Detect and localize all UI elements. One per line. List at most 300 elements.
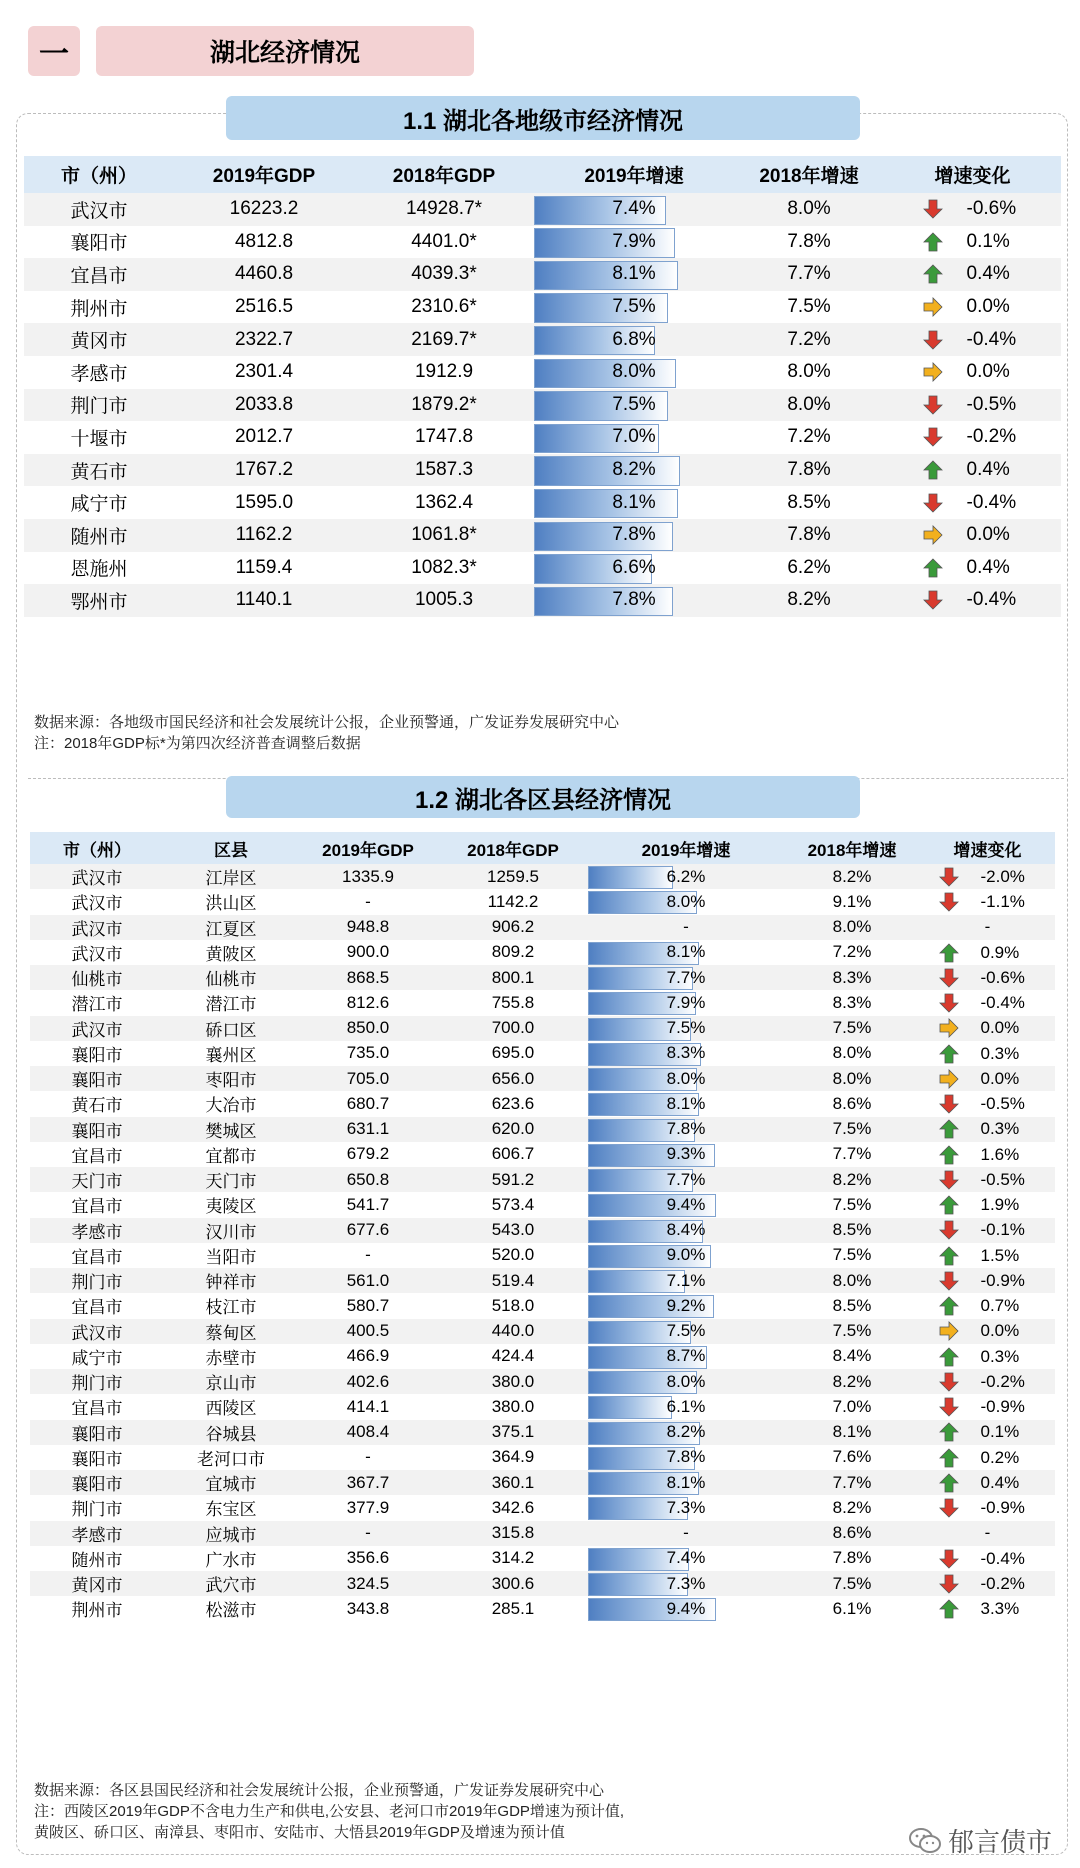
table-row	[24, 389, 1061, 422]
gdp-2018-cell: 591.2	[438, 1167, 588, 1192]
city-cell: 鄂州市	[24, 584, 174, 617]
growth-change-cell	[920, 1394, 1055, 1419]
gdp-2019-cell: 677.6	[298, 1218, 438, 1243]
gdp-2019-cell: 402.6	[298, 1369, 438, 1394]
table-row	[30, 1445, 1055, 1470]
gdp-2019-cell: 343.8	[346, 1598, 390, 1618]
table-row	[30, 990, 1055, 1015]
gdp-2019-cell: 408.4	[298, 1420, 438, 1445]
county-cell: 当阳市	[205, 1247, 257, 1267]
gdp-2018-cell: 620.0	[438, 1117, 588, 1142]
county-cell: 枣阳市	[164, 1066, 298, 1091]
growth-change-cell	[920, 1041, 1055, 1066]
growth-2018-cell: 8.5%	[784, 1218, 920, 1243]
county-cell: 樊城区	[164, 1117, 298, 1142]
growth-change-value: -0.9%	[980, 1498, 1025, 1518]
growth-change-value: 0.0%	[966, 296, 1010, 318]
city-cell: 黄冈市	[30, 1571, 164, 1596]
growth-2019-cell	[534, 454, 734, 487]
county-cell: 汉川市	[164, 1218, 298, 1243]
column-header: 2019年增速	[588, 832, 784, 864]
gdp-2018-cell: 1061.8*	[354, 519, 534, 552]
gdp-2019-cell: 2012.7	[234, 426, 294, 448]
growth-change-value: -1.1%	[980, 892, 1025, 912]
growth-2019-cell	[588, 1066, 784, 1091]
growth-2019-cell	[534, 226, 734, 259]
growth-change-cell	[920, 1470, 1055, 1495]
growth-change-cell	[920, 1192, 1055, 1217]
city-cell: 宜昌市	[71, 1399, 123, 1419]
growth-2019-cell	[534, 258, 734, 291]
growth-2019-cell	[588, 1344, 784, 1369]
table-row	[30, 915, 1055, 940]
watermark	[908, 1822, 1052, 1859]
table-row	[30, 1243, 1055, 1268]
gdp-2019-cell: 812.6	[346, 992, 390, 1012]
growth-2019-cell	[588, 1293, 784, 1318]
county-cell: 潜江市	[205, 995, 257, 1015]
gdp-2019-cell: 580.7	[346, 1295, 390, 1315]
table-row	[30, 1041, 1055, 1066]
gdp-2018-cell: 1362.4	[414, 491, 474, 513]
growth-2019-value: 7.9%	[612, 230, 656, 252]
growth-change-value: 0.4%	[966, 263, 1010, 285]
growth-change-value: 0.3%	[980, 1346, 1020, 1366]
city-cell: 仙桃市	[30, 965, 164, 990]
city-cell: 荆门市	[24, 389, 174, 422]
growth-change-cell	[884, 552, 1061, 585]
growth-2019-value: 8.2%	[666, 1422, 706, 1442]
city-cell: 宜昌市	[71, 1146, 123, 1166]
column-header: 2018年增速	[784, 832, 920, 864]
growth-2018-cell: 7.8%	[787, 230, 831, 252]
growth-change-value: 0.0%	[980, 1018, 1020, 1038]
arrow-down-icon	[923, 590, 943, 610]
gdp-2019-cell: 356.6	[346, 1548, 390, 1568]
growth-2018-cell: 7.2%	[787, 426, 831, 448]
growth-change-cell	[920, 1293, 1055, 1318]
gdp-2019-cell: -	[298, 1521, 438, 1546]
city-cell: 恩施州	[70, 559, 128, 581]
city-cell: 武汉市	[30, 864, 164, 889]
arrow-up-icon	[939, 1347, 959, 1367]
growth-2019-value: 8.1%	[666, 942, 706, 962]
table-row	[24, 584, 1061, 617]
growth-2018-cell: 8.0%	[784, 1066, 920, 1091]
growth-2018-cell: 8.2%	[784, 864, 920, 889]
city-cell: 襄阳市	[30, 1470, 164, 1495]
arrow-up-icon	[923, 558, 943, 578]
table-row	[30, 1470, 1055, 1495]
growth-2019-cell	[588, 889, 784, 914]
gdp-2019-cell: 1140.1	[174, 584, 354, 617]
table-row	[30, 1142, 1055, 1167]
arrow-right-icon	[939, 1069, 959, 1089]
growth-change-value: -0.2%	[980, 1573, 1025, 1593]
table-row	[30, 1495, 1055, 1520]
gdp-2018-cell: 380.0	[438, 1369, 588, 1394]
arrow-down-icon	[939, 1397, 959, 1417]
column-header: 2018年GDP	[438, 832, 588, 864]
growth-change-cell	[884, 454, 1061, 487]
arrow-down-icon	[939, 968, 959, 988]
arrow-down-icon	[923, 395, 943, 415]
growth-2018-cell: 8.6%	[832, 1093, 872, 1113]
growth-2019-value: 8.7%	[666, 1346, 706, 1366]
growth-2019-cell	[588, 1521, 784, 1546]
county-cell: 西陵区	[205, 1399, 257, 1419]
city-cell: 随州市	[24, 519, 174, 552]
growth-change-cell	[884, 356, 1061, 389]
county-cell: 钟祥市	[164, 1268, 298, 1293]
growth-2019-cell	[588, 1117, 784, 1142]
gdp-2019-cell: 541.7	[346, 1194, 390, 1214]
arrow-right-icon	[923, 297, 943, 317]
growth-change-cell	[920, 1117, 1055, 1142]
gdp-2018-cell: 1587.3	[354, 454, 534, 487]
growth-change-value: -0.9%	[980, 1397, 1025, 1417]
county-cell: 东宝区	[205, 1500, 257, 1520]
city-cell: 咸宁市	[70, 494, 128, 516]
arrow-down-icon	[939, 1549, 959, 1569]
growth-2018-cell: 7.8%	[734, 454, 884, 487]
county-cell: 天门市	[164, 1167, 298, 1192]
gdp-2019-cell: 414.1	[346, 1396, 390, 1416]
table2-footnote-2: 黄陂区、硚口区、南漳县、枣阳市、安陆市、大悟县2019年GDP及增速为预计值	[34, 1824, 565, 1841]
city-cell: 襄阳市	[30, 1066, 164, 1091]
growth-2019-value: 6.8%	[612, 328, 656, 350]
table-row	[30, 1546, 1055, 1571]
growth-2018-cell: 7.5%	[832, 1245, 872, 1265]
growth-2019-value: 8.0%	[666, 891, 706, 911]
table-row	[24, 258, 1061, 291]
growth-2018-cell: 8.4%	[832, 1346, 872, 1366]
growth-2019-cell	[534, 552, 734, 585]
gdp-2019-cell: 2322.7	[174, 323, 354, 356]
growth-change-value: -0.5%	[966, 393, 1017, 415]
growth-change-value: 0.7%	[980, 1296, 1020, 1316]
growth-2019-cell	[588, 1142, 784, 1167]
growth-2019-cell	[534, 193, 734, 226]
growth-change-value: -0.5%	[980, 1094, 1025, 1114]
arrow-up-icon	[939, 1246, 959, 1266]
growth-bar	[588, 866, 673, 889]
growth-2019-value: 8.4%	[666, 1220, 706, 1240]
growth-change-value: -0.6%	[980, 967, 1025, 987]
growth-change-cell	[920, 1445, 1055, 1470]
gdp-2018-cell: 315.8	[438, 1521, 588, 1546]
gdp-2019-cell: 868.5	[298, 965, 438, 990]
city-cell: 宜昌市	[71, 1197, 123, 1217]
gdp-2018-cell: 809.2	[491, 942, 535, 962]
growth-2019-cell	[588, 965, 784, 990]
growth-2018-cell: 8.0%	[734, 193, 884, 226]
city-cell: 武汉市	[24, 193, 174, 226]
growth-2019-value: 8.1%	[666, 1093, 706, 1113]
growth-2019-value: 6.6%	[612, 556, 656, 578]
arrow-up-icon	[939, 1473, 959, 1493]
gdp-2019-cell: 2516.5	[234, 296, 294, 318]
growth-change-cell	[884, 389, 1061, 422]
growth-change-cell	[920, 915, 1055, 940]
county-cell: 夷陵区	[205, 1197, 257, 1217]
table-row	[30, 1066, 1055, 1091]
city-cell: 襄阳市	[70, 233, 128, 255]
growth-change-value: 1.5%	[980, 1245, 1020, 1265]
growth-bar	[588, 1396, 672, 1419]
table-row	[30, 1293, 1055, 1318]
gdp-2019-cell: 1335.9	[298, 864, 438, 889]
growth-change-cell	[884, 584, 1061, 617]
arrow-down-icon	[939, 867, 959, 887]
growth-change-cell	[920, 1218, 1055, 1243]
gdp-2019-cell: -	[365, 1245, 371, 1265]
gdp-2018-cell: 755.8	[491, 992, 535, 1012]
table-row	[30, 1117, 1055, 1142]
growth-2018-cell: 8.5%	[832, 1295, 872, 1315]
growth-2018-cell: 8.0%	[832, 1043, 872, 1063]
growth-change-cell	[920, 1167, 1055, 1192]
gdp-2019-cell: 850.0	[298, 1016, 438, 1041]
growth-change-value: 0.3%	[980, 1119, 1020, 1139]
growth-2019-value: 8.2%	[612, 459, 656, 481]
city-cell: 潜江市	[71, 995, 123, 1015]
gdp-2018-cell: 2169.7*	[354, 323, 534, 356]
gdp-2018-cell: 1747.8	[414, 426, 474, 448]
growth-2018-cell: 6.1%	[832, 1598, 872, 1618]
arrow-up-icon	[939, 1296, 959, 1316]
growth-change-cell	[884, 323, 1061, 356]
gdp-2018-cell: 364.9	[491, 1447, 535, 1467]
growth-change-cell	[884, 193, 1061, 226]
growth-bar	[534, 261, 678, 290]
arrow-down-icon	[923, 493, 943, 513]
city-cell: 黄石市	[71, 1096, 123, 1116]
growth-2019-cell	[534, 323, 734, 356]
gdp-2019-cell: 2301.4	[234, 361, 294, 383]
county-cell: 京山市	[164, 1369, 298, 1394]
growth-2019-value: 9.3%	[666, 1144, 706, 1164]
gdp-2018-cell: 1259.5	[438, 864, 588, 889]
gdp-2018-cell: 800.1	[438, 965, 588, 990]
growth-2019-cell	[588, 1445, 784, 1470]
city-cell: 宜昌市	[71, 1247, 123, 1267]
growth-2018-cell: 8.0%	[787, 361, 831, 383]
gdp-2019-cell: 561.0	[298, 1268, 438, 1293]
arrow-down-icon	[939, 1220, 959, 1240]
growth-2018-cell: 8.6%	[784, 1521, 920, 1546]
gdp-2018-cell: 519.4	[438, 1268, 588, 1293]
county-cell: 大冶市	[205, 1096, 257, 1116]
growth-2019-value: 7.5%	[612, 296, 656, 318]
growth-2019-value: 7.5%	[666, 1321, 706, 1341]
growth-change-cell	[920, 1268, 1055, 1293]
growth-2019-cell	[534, 486, 734, 519]
table-row	[30, 1218, 1055, 1243]
gdp-2019-cell: 735.0	[346, 1043, 390, 1063]
gdp-2018-cell: 518.0	[491, 1295, 535, 1315]
gdp-2018-cell: 573.4	[491, 1194, 535, 1214]
gdp-2019-cell: -	[365, 891, 371, 911]
arrow-up-icon	[939, 1145, 959, 1165]
arrow-up-icon	[939, 1195, 959, 1215]
table-row	[30, 1268, 1055, 1293]
growth-2019-cell	[534, 356, 734, 389]
growth-2019-cell	[588, 1495, 784, 1520]
table-row	[30, 1167, 1055, 1192]
growth-2019-value: 7.7%	[666, 1169, 706, 1189]
growth-2019-cell	[588, 1319, 784, 1344]
growth-change-cell	[920, 1495, 1055, 1520]
arrow-up-icon	[939, 1422, 959, 1442]
county-cell: 江夏区	[164, 915, 298, 940]
arrow-down-icon	[939, 1170, 959, 1190]
growth-2018-cell: 8.1%	[784, 1420, 920, 1445]
county-cell: 宜都市	[205, 1146, 257, 1166]
growth-2018-cell: 7.8%	[734, 519, 884, 552]
growth-change-cell	[920, 1369, 1055, 1394]
table-row	[30, 1344, 1055, 1369]
gdp-2018-cell: 1082.3*	[411, 556, 477, 578]
growth-change-cell	[920, 1319, 1055, 1344]
growth-2019-value: 7.8%	[666, 1119, 706, 1139]
growth-2019-cell	[588, 1369, 784, 1394]
table-row	[24, 323, 1061, 356]
growth-change-value: -0.1%	[980, 1220, 1025, 1240]
growth-2019-value: 9.4%	[666, 1194, 706, 1214]
gdp-2018-cell: 285.1	[491, 1598, 535, 1618]
gdp-2018-cell: 606.7	[491, 1144, 535, 1164]
county-cell: 蔡甸区	[164, 1319, 298, 1344]
growth-2018-cell: 7.6%	[832, 1447, 872, 1467]
growth-2018-cell: 7.5%	[784, 1319, 920, 1344]
growth-change-cell	[884, 258, 1061, 291]
gdp-2018-cell: 4401.0*	[411, 230, 477, 252]
table1-title: 1.1 湖北各地级市经济情况	[226, 96, 860, 140]
growth-2018-cell: 8.0%	[784, 1268, 920, 1293]
city-cell: 天门市	[30, 1167, 164, 1192]
county-cell: 老河口市	[197, 1449, 265, 1469]
table-row	[24, 519, 1061, 552]
city-cell: 襄阳市	[71, 1449, 123, 1469]
growth-2019-value: 7.8%	[612, 524, 656, 546]
gdp-2019-cell: 1767.2	[174, 454, 354, 487]
county-cell: 赤壁市	[205, 1348, 257, 1368]
growth-change-value: 1.6%	[980, 1144, 1020, 1164]
city-cell: 宜昌市	[24, 258, 174, 291]
growth-2019-cell	[588, 1394, 784, 1419]
growth-2019-value: 8.1%	[612, 263, 656, 285]
growth-change-value: 0.1%	[966, 230, 1010, 252]
growth-change-cell	[884, 291, 1061, 324]
table-row	[30, 1420, 1055, 1445]
growth-2019-cell	[588, 1420, 784, 1445]
growth-change-value: 1.9%	[980, 1195, 1020, 1215]
growth-2019-value: 7.3%	[666, 1497, 706, 1517]
table-row	[24, 356, 1061, 389]
city-cell: 黄石市	[24, 454, 174, 487]
growth-2018-cell: 8.2%	[734, 584, 884, 617]
table2-footnote-1: 注：西陵区2019年GDP不含电力生产和供电,公安县、老河口市2019年GDP增速为预计值,	[34, 1803, 625, 1820]
county-cell: 黄陂区	[205, 944, 257, 964]
city-economy-table	[24, 156, 1061, 617]
city-cell: 宜昌市	[71, 1298, 123, 1318]
gdp-2019-cell: -	[365, 1447, 371, 1467]
growth-2019-value: 8.0%	[612, 361, 656, 383]
city-cell: 武汉市	[30, 1319, 164, 1344]
growth-change-value: -2.0%	[980, 866, 1025, 886]
city-cell: 十堰市	[70, 428, 128, 450]
city-cell: 荆门市	[71, 1500, 123, 1520]
county-cell: 松滋市	[205, 1601, 257, 1621]
growth-2018-cell: 7.8%	[832, 1548, 872, 1568]
table-row	[30, 1016, 1055, 1041]
growth-2018-cell: 7.7%	[832, 1144, 872, 1164]
growth-2019-cell	[534, 291, 734, 324]
arrow-down-icon	[939, 1498, 959, 1518]
growth-bar	[534, 456, 680, 485]
gdp-2018-cell: 300.6	[438, 1571, 588, 1596]
growth-change-cell	[920, 1571, 1055, 1596]
table-row	[24, 552, 1061, 585]
gdp-2019-cell: 324.5	[298, 1571, 438, 1596]
gdp-2018-cell: 360.1	[438, 1470, 588, 1495]
table-row	[24, 421, 1061, 454]
column-header: 2018年GDP	[354, 156, 534, 193]
growth-change-cell	[920, 1091, 1055, 1116]
growth-change-cell	[920, 1344, 1055, 1369]
growth-2019-cell	[588, 1596, 784, 1621]
table2-source-note: 数据来源：各区县国民经济和社会发展统计公报，企业预警通，广发证券发展研究中心	[34, 1782, 605, 1799]
arrow-up-icon	[923, 232, 943, 252]
growth-change-value: 0.2%	[980, 1447, 1020, 1467]
growth-2018-cell: 7.0%	[832, 1396, 872, 1416]
arrow-right-icon	[939, 1018, 959, 1038]
table-row	[24, 193, 1061, 226]
arrow-right-icon	[923, 362, 943, 382]
growth-2018-cell: 8.0%	[784, 915, 920, 940]
table2-title: 1.2 湖北各区县经济情况	[226, 776, 860, 818]
growth-2019-cell	[534, 519, 734, 552]
growth-change-value: -	[984, 1523, 991, 1543]
arrow-up-icon	[939, 1044, 959, 1064]
growth-2018-cell: 8.2%	[784, 1167, 920, 1192]
arrow-down-icon	[923, 330, 943, 350]
growth-change-value: -0.4%	[966, 589, 1017, 611]
table-row	[30, 1521, 1055, 1546]
growth-2019-value: 7.4%	[612, 198, 656, 220]
growth-change-cell	[920, 889, 1055, 914]
growth-2019-cell	[588, 1167, 784, 1192]
gdp-2018-cell: 375.1	[438, 1420, 588, 1445]
city-cell: 襄阳市	[71, 1045, 123, 1065]
city-cell: 襄阳市	[30, 1420, 164, 1445]
growth-2019-value: 9.4%	[666, 1598, 706, 1618]
county-cell: 硚口区	[164, 1016, 298, 1041]
growth-2019-value: 6.1%	[666, 1396, 706, 1416]
city-cell: 武汉市	[71, 894, 123, 914]
arrow-up-icon	[939, 1599, 959, 1619]
arrow-down-icon	[939, 1372, 959, 1392]
growth-2019-cell	[534, 421, 734, 454]
growth-2019-value: 7.8%	[612, 589, 656, 611]
growth-change-value: -0.6%	[966, 198, 1017, 220]
table-row	[30, 1369, 1055, 1394]
arrow-up-icon	[939, 1119, 959, 1139]
column-header: 区县	[164, 832, 298, 864]
growth-2019-cell	[588, 864, 784, 889]
table-row	[30, 864, 1055, 889]
